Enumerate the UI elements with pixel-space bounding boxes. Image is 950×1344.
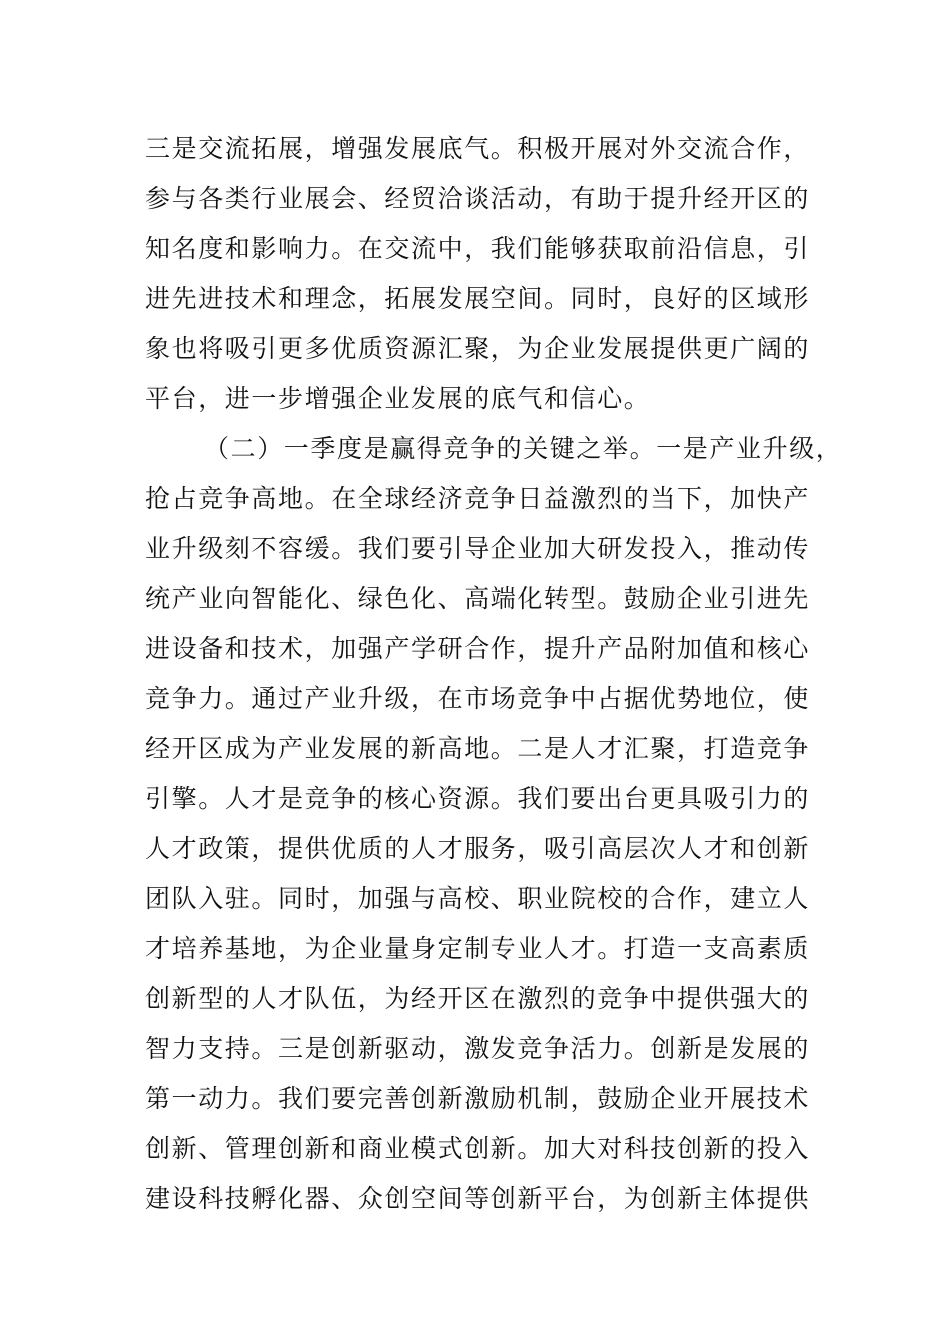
text-line: 引擎。人才是竞争的核心资源。我们要出台更具吸引力的 (145, 784, 811, 813)
text-line: 团队入驻。同时，加强与高校、职业院校的合作，建立人 (145, 884, 811, 913)
text-line: 创新、管理创新和商业模式创新。加大对科技创新的投入 (145, 1134, 811, 1163)
text-line: 三是交流拓展，增强发展底气。积极开展对外交流合作， (145, 134, 811, 163)
text-line: 竞争力。通过产业升级，在市场竞争中占据优势地位，使 (145, 684, 811, 713)
text-line: 经开区成为产业发展的新高地。二是人才汇聚，打造竞争 (145, 734, 811, 763)
text-line: 进先进技术和理念，拓展发展空间。同时，良好的区域形 (145, 284, 811, 313)
text-line: 抢占竞争高地。在全球经济竞争日益激烈的当下，加快产 (145, 484, 811, 513)
text-line: 进设备和技术，加强产学研合作，提升产品附加值和核心 (145, 634, 811, 663)
text-line: 第一动力。我们要完善创新激励机制，鼓励企业开展技术 (145, 1084, 811, 1113)
text-line: 象也将吸引更多优质资源汇聚，为企业发展提供更广阔的 (145, 334, 811, 363)
text-line: 平台，进一步增强企业发展的底气和信心。 (145, 384, 651, 413)
paragraph-start-line: （二）一季度是赢得竞争的关键之举。一是产业升级， (204, 434, 843, 463)
text-line: 才培养基地，为企业量身定制专业人才。打造一支高素质 (145, 934, 811, 963)
text-line: 业升级刻不容缓。我们要引导企业加大研发投入，推动传 (145, 534, 811, 563)
text-line: 知名度和影响力。在交流中，我们能够获取前沿信息，引 (145, 234, 811, 263)
text-line: 创新型的人才队伍，为经开区在激烈的竞争中提供强大的 (145, 984, 811, 1013)
text-line: 人才政策，提供优质的人才服务，吸引高层次人才和创新 (145, 834, 811, 863)
text-line: 参与各类行业展会、经贸洽谈活动，有助于提升经开区的 (145, 184, 811, 213)
text-line: 统产业向智能化、绿色化、高端化转型。鼓励企业引进先 (145, 584, 811, 613)
text-line: 建设科技孵化器、众创空间等创新平台，为创新主体提供 (145, 1184, 811, 1213)
text-line: 智力支持。三是创新驱动，激发竞争活力。创新是发展的 (145, 1034, 811, 1063)
